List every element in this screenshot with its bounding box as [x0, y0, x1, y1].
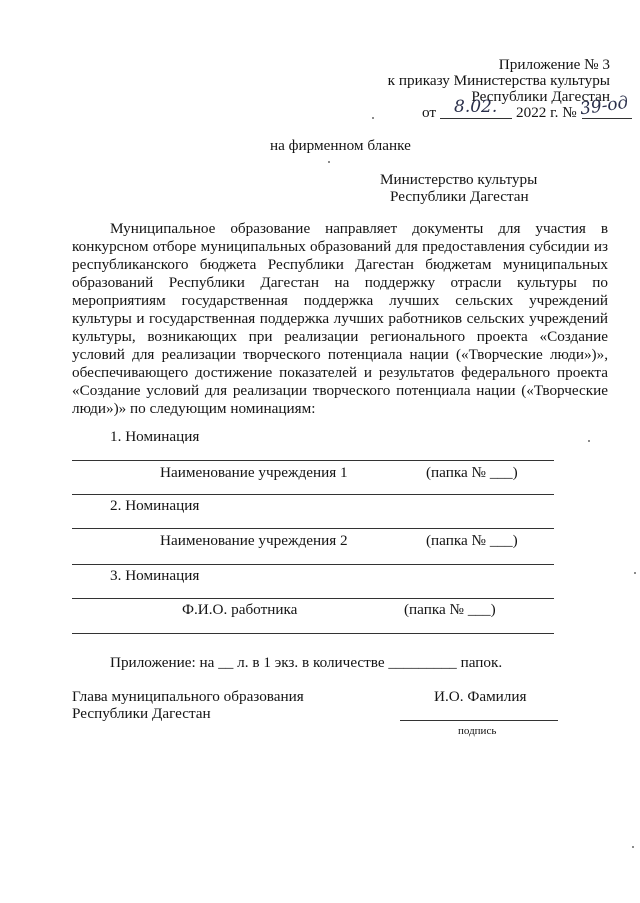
scan-speck	[328, 161, 330, 163]
signatory-name: И.О. Фамилия	[434, 688, 527, 705]
year-number-label: 2022 г. №	[516, 104, 577, 121]
nomination-2-label: 2. Номинация	[110, 497, 200, 514]
signatory-title-line-2: Республики Дагестан	[72, 705, 211, 722]
date-prefix: от	[422, 104, 437, 121]
body-paragraph	[72, 220, 608, 418]
nomination-3-folder: (папка № ___)	[404, 601, 496, 618]
nomination-3-bottom-line	[72, 633, 554, 634]
nomination-2-bottom-line	[72, 564, 554, 565]
date-underline	[440, 118, 512, 119]
appendix-number: Приложение № 3	[498, 56, 610, 73]
nomination-1-folder: (папка № ___)	[426, 464, 518, 481]
signature-line	[400, 720, 558, 721]
scan-speck	[588, 440, 590, 442]
republic-name: Республики Дагестан	[471, 88, 610, 105]
body-line: Муниципальное образование направляет документы для участия в	[110, 220, 608, 237]
body-line: люди»)» по следующим номинациям:	[72, 400, 316, 417]
signature-caption: подпись	[458, 725, 497, 737]
handwritten-number: 39-од	[578, 92, 630, 120]
nomination-3-name: Ф.И.О. работника	[182, 601, 298, 618]
scan-speck	[634, 572, 636, 574]
body-line: республиканского бюджета Республики Дагестан бюджетам муниципальных	[72, 256, 608, 273]
nomination-2-name: Наименование учреждения 2	[160, 532, 348, 549]
scan-speck	[632, 846, 634, 848]
nomination-3-label: 3. Номинация	[110, 567, 200, 584]
body-line: «Создание условий для реализации творческого потенциала нации («Творческие	[72, 382, 608, 399]
body-line: условий для реализации творческого потенциала нации («Творческие люди»)»,	[72, 346, 608, 363]
body-line: конкурсном отборе муниципальных образований для предоставления субсидии из	[72, 238, 608, 255]
body-line: мероприятиям государственная поддержка лучших сельских учреждений	[72, 292, 608, 309]
attachment-note: Приложение: на __ л. в 1 экз. в количестве _________ папок.	[110, 654, 503, 671]
nomination-1-bottom-line	[72, 494, 554, 495]
addressee-line-2: Республики Дагестан	[390, 188, 529, 205]
letterhead-note: на фирменном бланке	[270, 137, 411, 154]
addressee-line-1: Министерство культуры	[380, 171, 538, 188]
body-line: обеспечивающего достижение показателей и результатов федерального проекта	[72, 364, 608, 381]
signatory-title-line-1: Глава муниципального образования	[72, 688, 304, 705]
body-line: культуры и государственная поддержка лучших работников сельских учреждений	[72, 310, 608, 327]
nomination-2-folder: (папка № ___)	[426, 532, 518, 549]
body-line: культуры, возникающих при реализации регионального проекта «Создание	[72, 328, 608, 345]
handwritten-date: 8.02.	[454, 97, 498, 117]
order-reference: к приказу Министерства культуры	[387, 72, 610, 89]
nomination-1-name: Наименование учреждения 1	[160, 464, 348, 481]
nomination-2-line	[72, 528, 554, 529]
body-line: образований Республики Дагестан на поддержку отрасли культуры по	[72, 274, 608, 291]
scan-speck	[372, 117, 374, 119]
nomination-1-line	[72, 460, 554, 461]
nomination-3-line	[72, 598, 554, 599]
nomination-1-label: 1. Номинация	[110, 428, 200, 445]
